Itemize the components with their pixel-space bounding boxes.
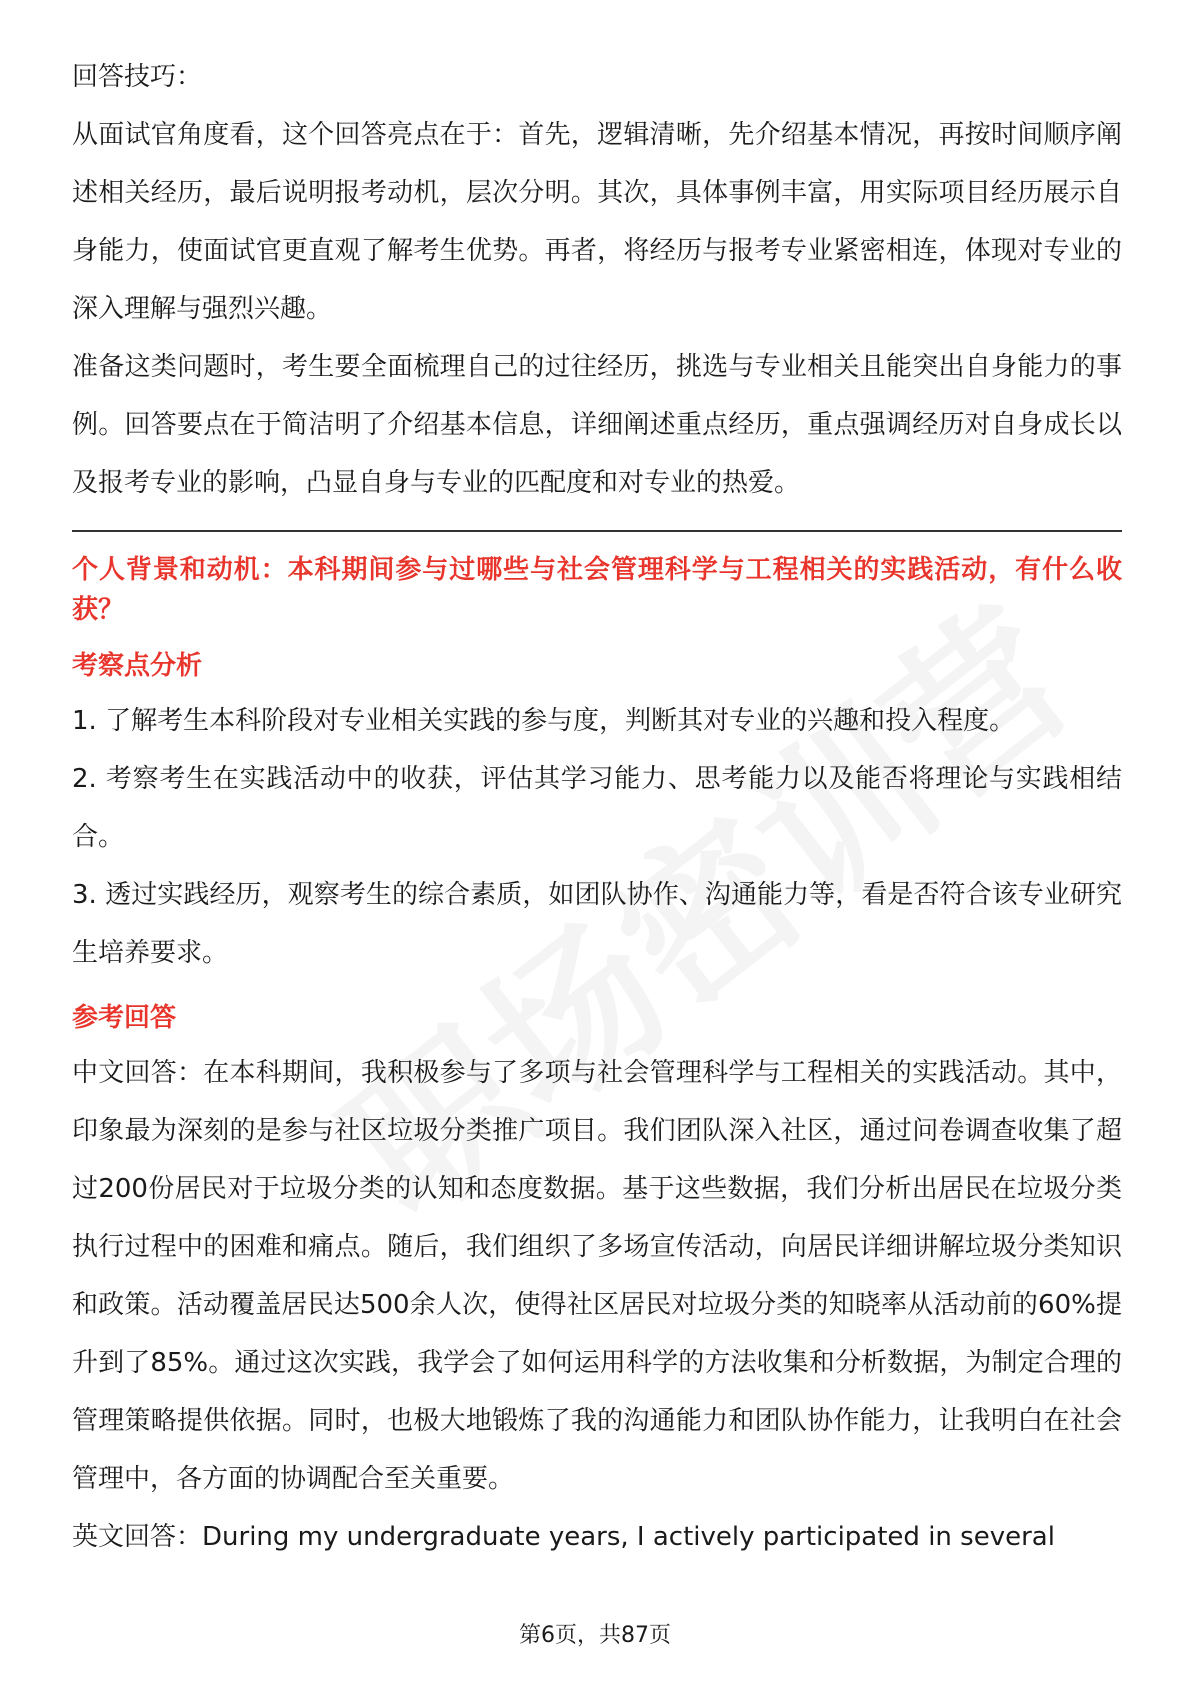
page-footer: 第6页，共87页 <box>519 1623 671 1648</box>
section-divider <box>72 530 1122 532</box>
tips-heading: 回答技巧： <box>72 62 203 92</box>
answer-english: 英文回答：During my undergraduate years, I actively participated in several <box>72 1522 1055 1552</box>
analysis-item-1: 1. 了解考生本科阶段对专业相关实践的参与度，判断其对专业的兴趣和投入程度。 <box>72 706 1016 736</box>
answer-chinese: 中文回答：在本科期间，我积极参与了多项与社会管理科学与工程相关的实践活动。其中，印象最为深刻的是参与社区垃圾分类推广项目。我们团队深入社区，通过问卷调查收集了超过200份居民对于垃圾分类的认知和态度数据。基于这些数据，我们分析出居民在垃圾分类执行过程中的困难和痛点。随后，我们组织了多场宣传活动，向居民详细讲解垃圾分类知识和政策。活动覆盖居民达500余人次，使得社区居民对垃圾分类的知晓率从活动前的60%提升到了85%。通过这次实践，我学会了如何运用科学的方法收集和分析数据，为制定合理的管理策略提供依据。同时，也极大地锻炼了我的沟通能力和团队协作能力，让我明白在社会管理中，各方面的协调配合至关重要。 <box>72 1058 1122 1494</box>
question-title: 个人背景和动机：本科期间参与过哪些与社会管理科学与工程相关的实践活动，有什么收获？ <box>72 555 1122 625</box>
answer-heading: 参考回答 <box>72 1003 177 1033</box>
tips-paragraph-1: 从面试官角度看，这个回答亮点在于：首先，逻辑清晰，先介绍基本情况，再按时间顺序阐述相关经历，最后说明报考动机，层次分明。其次，具体事例丰富，用实际项目经历展示自身能力，使面试官更直观了解考生优势。再者，将经历与报考专业紧密相连，体现对专业的深入理解与强烈兴趣。 <box>72 120 1122 324</box>
analysis-heading: 考察点分析 <box>72 651 203 681</box>
analysis-item-3: 3. 透过实践经历，观察考生的综合素质，如团队协作、沟通能力等，看是否符合该专业研究生培养要求。 <box>72 880 1122 968</box>
tips-paragraph-2: 准备这类问题时，考生要全面梳理自己的过往经历，挑选与专业相关且能突出自身能力的事例。回答要点在于简洁明了介绍基本信息，详细阐述重点经历，重点强调经历对自身成长以及报考专业的影响，凸显自身与专业的匹配度和对专业的热爱。 <box>72 352 1122 498</box>
analysis-item-2: 2. 考察考生在实践活动中的收获，评估其学习能力、思考能力以及能否将理论与实践相结合。 <box>72 764 1122 852</box>
page-content <box>72 48 1122 1566</box>
